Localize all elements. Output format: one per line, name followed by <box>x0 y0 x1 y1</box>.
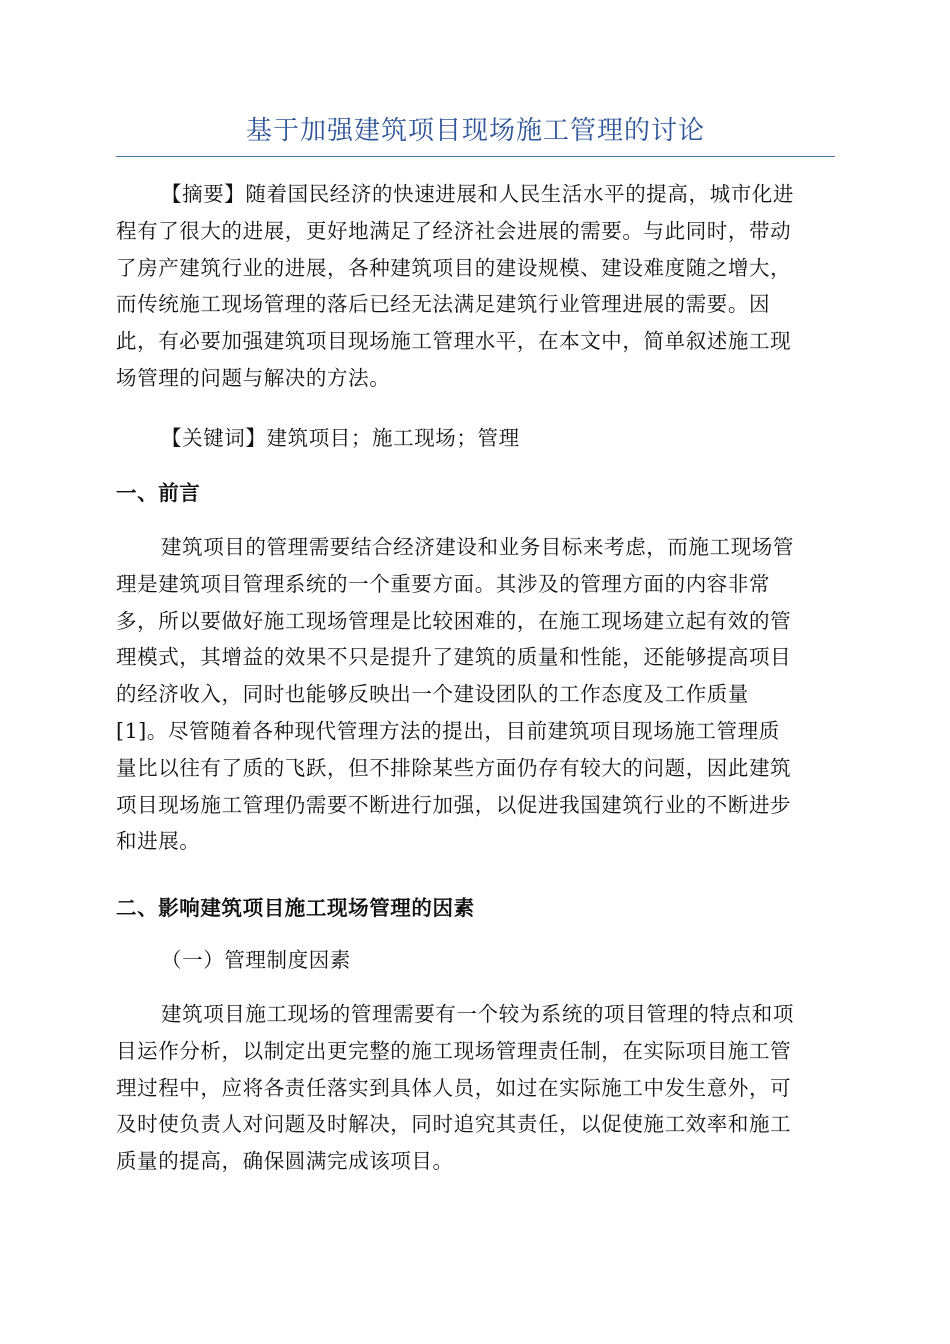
section-heading-factors: 二、影响建筑项目施工现场管理的因素 <box>116 896 475 920</box>
management-line: 建筑项目施工现场的管理需要有一个较为系统的项目管理的特点和项 <box>161 1002 794 1026</box>
management-line: 质量的提高，确保圆满完成该项目。 <box>116 1149 454 1174</box>
preface-line: [1]。尽管随着各种现代管理方法的提出，目前建筑项目现场施工管理质 <box>116 718 780 743</box>
preface-line: 量比以往有了质的飞跃，但不排除某些方面仍存有较大的问题，因此建筑 <box>116 755 792 780</box>
abstract-line: 【摘要】随着国民经济的快速进展和人民生活水平的提高，城市化进 <box>161 182 794 206</box>
abstract-line: 而传统施工现场管理的落后已经无法满足建筑行业管理进展的需要。因 <box>116 292 771 317</box>
preface-line: 理模式，其增益的效果不只是提升了建筑的质量和性能，还能够提高项目 <box>116 645 792 670</box>
abstract-line: 场管理的问题与解决的方法。 <box>116 365 391 390</box>
preface-paragraph <box>116 529 835 860</box>
preface-line: 理是建筑项目管理系统的一个重要方面。其涉及的管理方面的内容非常 <box>116 571 771 596</box>
preface-line: 项目现场施工管理仍需要不断进行加强，以促进我国建筑行业的不断进步 <box>116 792 792 817</box>
preface-line: 和进展。 <box>116 829 201 854</box>
abstract-line: 此，有必要加强建筑项目现场施工管理水平，在本文中，简单叙述施工现 <box>116 329 792 354</box>
title-block <box>116 110 835 157</box>
abstract-paragraph <box>116 176 835 397</box>
document-title: 基于加强建筑项目现场施工管理的讨论 <box>245 116 705 146</box>
management-line: 及时使负责人对问题及时解决，同时追究其责任，以促使施工效率和施工 <box>116 1112 792 1137</box>
section-heading-preface: 一、前言 <box>116 481 201 505</box>
management-system-paragraph <box>116 996 835 1180</box>
preface-line: 多，所以要做好施工现场管理是比较困难的，在施工现场建立起有效的管 <box>116 608 792 633</box>
preface-line: 建筑项目的管理需要结合经济建设和业务目标来考虑，而施工现场管 <box>161 535 794 559</box>
management-line: 目运作分析，以制定出更完整的施工现场管理责任制，在实际项目施工管 <box>116 1038 792 1063</box>
abstract-line: 程有了很大的进展，更好地满足了经济社会进展的需要。与此同时，带动 <box>116 218 792 243</box>
management-line: 理过程中，应将各责任落实到具体人员，如过在实际施工中发生意外，可 <box>116 1075 792 1100</box>
keywords-paragraph <box>116 420 835 457</box>
keywords-line: 【关键词】建筑项目；施工现场；管理 <box>161 426 520 450</box>
abstract-line: 了房产建筑行业的进展，各种建筑项目的建设规模、建设难度随之增大， <box>116 255 792 280</box>
subsection-heading-management-system: （一）管理制度因素 <box>161 948 351 972</box>
preface-line: 的经济收入，同时也能够反映出一个建设团队的工作态度及工作质量 <box>116 682 749 707</box>
